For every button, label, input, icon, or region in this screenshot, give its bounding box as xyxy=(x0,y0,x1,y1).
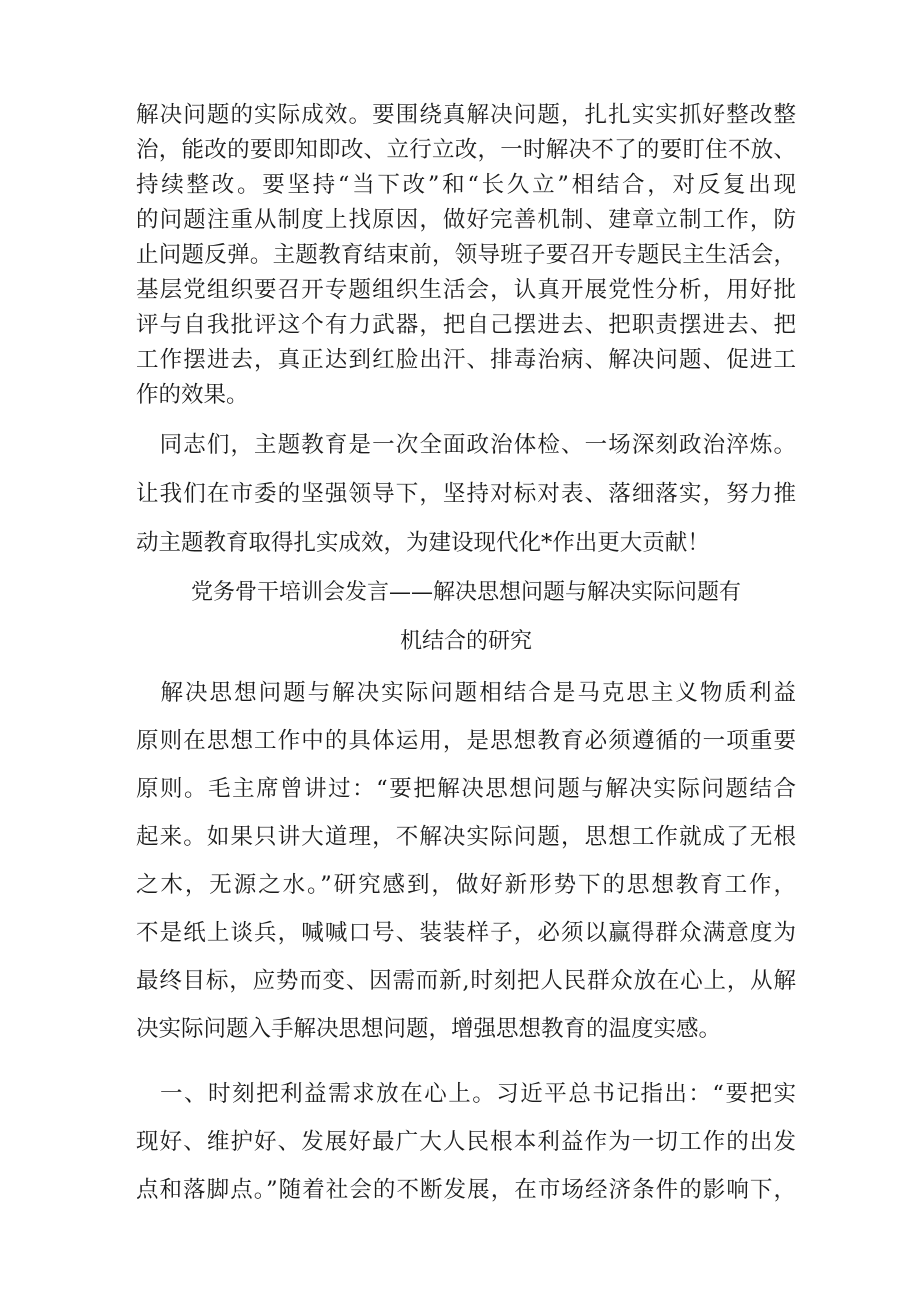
text-line: 工作摆进去，真正达到红脸出汗、排毒治病、解决问题、促进工 xyxy=(136,347,796,373)
text-line: 基层党组织要召开专题组织生活会，认真开展党性分析，用好批 xyxy=(136,277,796,303)
text-line: 解决思想问题与解决实际问题相结合是马克思主义物质利益 xyxy=(136,680,796,706)
text-line: 最终目标，应势而变、因需而新,时刻把人民群众放在心上，从解 xyxy=(136,968,796,994)
text-line: 原则。毛主席曾讲过：“要把解决思想问题与解决实际问题结合 xyxy=(136,776,796,802)
text-line: 持续整改。要坚持“当下改”和“长久立”相结合，对反复出现 xyxy=(136,172,796,198)
text-line: 一、时刻把利益需求放在心上。习近平总书记指出：“要把实 xyxy=(136,1081,796,1107)
text-line: 动主题教育取得扎实成效，为建设现代化*作出更大贡献！ xyxy=(136,530,710,556)
text-line: 止问题反弹。主题教育结束前，领导班子要召开专题民主生活会， xyxy=(136,242,796,268)
text-line: 评与自我批评这个有力武器，把自己摆进去、把职责摆进去、把 xyxy=(136,312,796,338)
text-line: 原则在思想工作中的具体运用，是思想教育必须遵循的一项重要 xyxy=(136,728,796,754)
title-line: 机结合的研究 xyxy=(399,629,532,654)
text-line: 让我们在市委的坚强领导下，坚持对标对表、落细落实，努力推 xyxy=(136,481,796,507)
text-line: 治，能改的要即知即改、立行立改，一时解决不了的要盯住不放、 xyxy=(136,137,796,163)
text-line: 决实际问题入手解决思想问题，增强思想教育的温度实感。 xyxy=(136,1016,722,1042)
text-line: 点和落脚点。”随着社会的不断发展，在市场经济条件的影响下， xyxy=(136,1177,796,1203)
text-line: 解决问题的实际成效。要围绕真解决问题，扎扎实实抓好整改整 xyxy=(136,102,796,128)
text-line: 起来。如果只讲大道理，不解决实际问题，思想工作就成了无根 xyxy=(136,824,796,850)
text-line: 作的效果。 xyxy=(136,382,249,408)
text-line: 之木，无源之水。”研究感到，做好新形势下的思想教育工作， xyxy=(136,872,796,898)
text-line: 的问题注重从制度上找原因，做好完善机制、建章立制工作，防 xyxy=(136,207,796,233)
text-line: 现好、维护好、发展好最广大人民根本利益作为一切工作的出发 xyxy=(136,1129,796,1155)
text-line: 同志们，主题教育是一次全面政治体检、一场深刻政治淬炼。 xyxy=(136,432,796,458)
text-line: 不是纸上谈兵，喊喊口号、装装样子，必须以赢得群众满意度为 xyxy=(136,920,796,946)
title-line: 党务骨干培训会发言——解决思想问题与解决实际问题有 xyxy=(190,580,741,605)
